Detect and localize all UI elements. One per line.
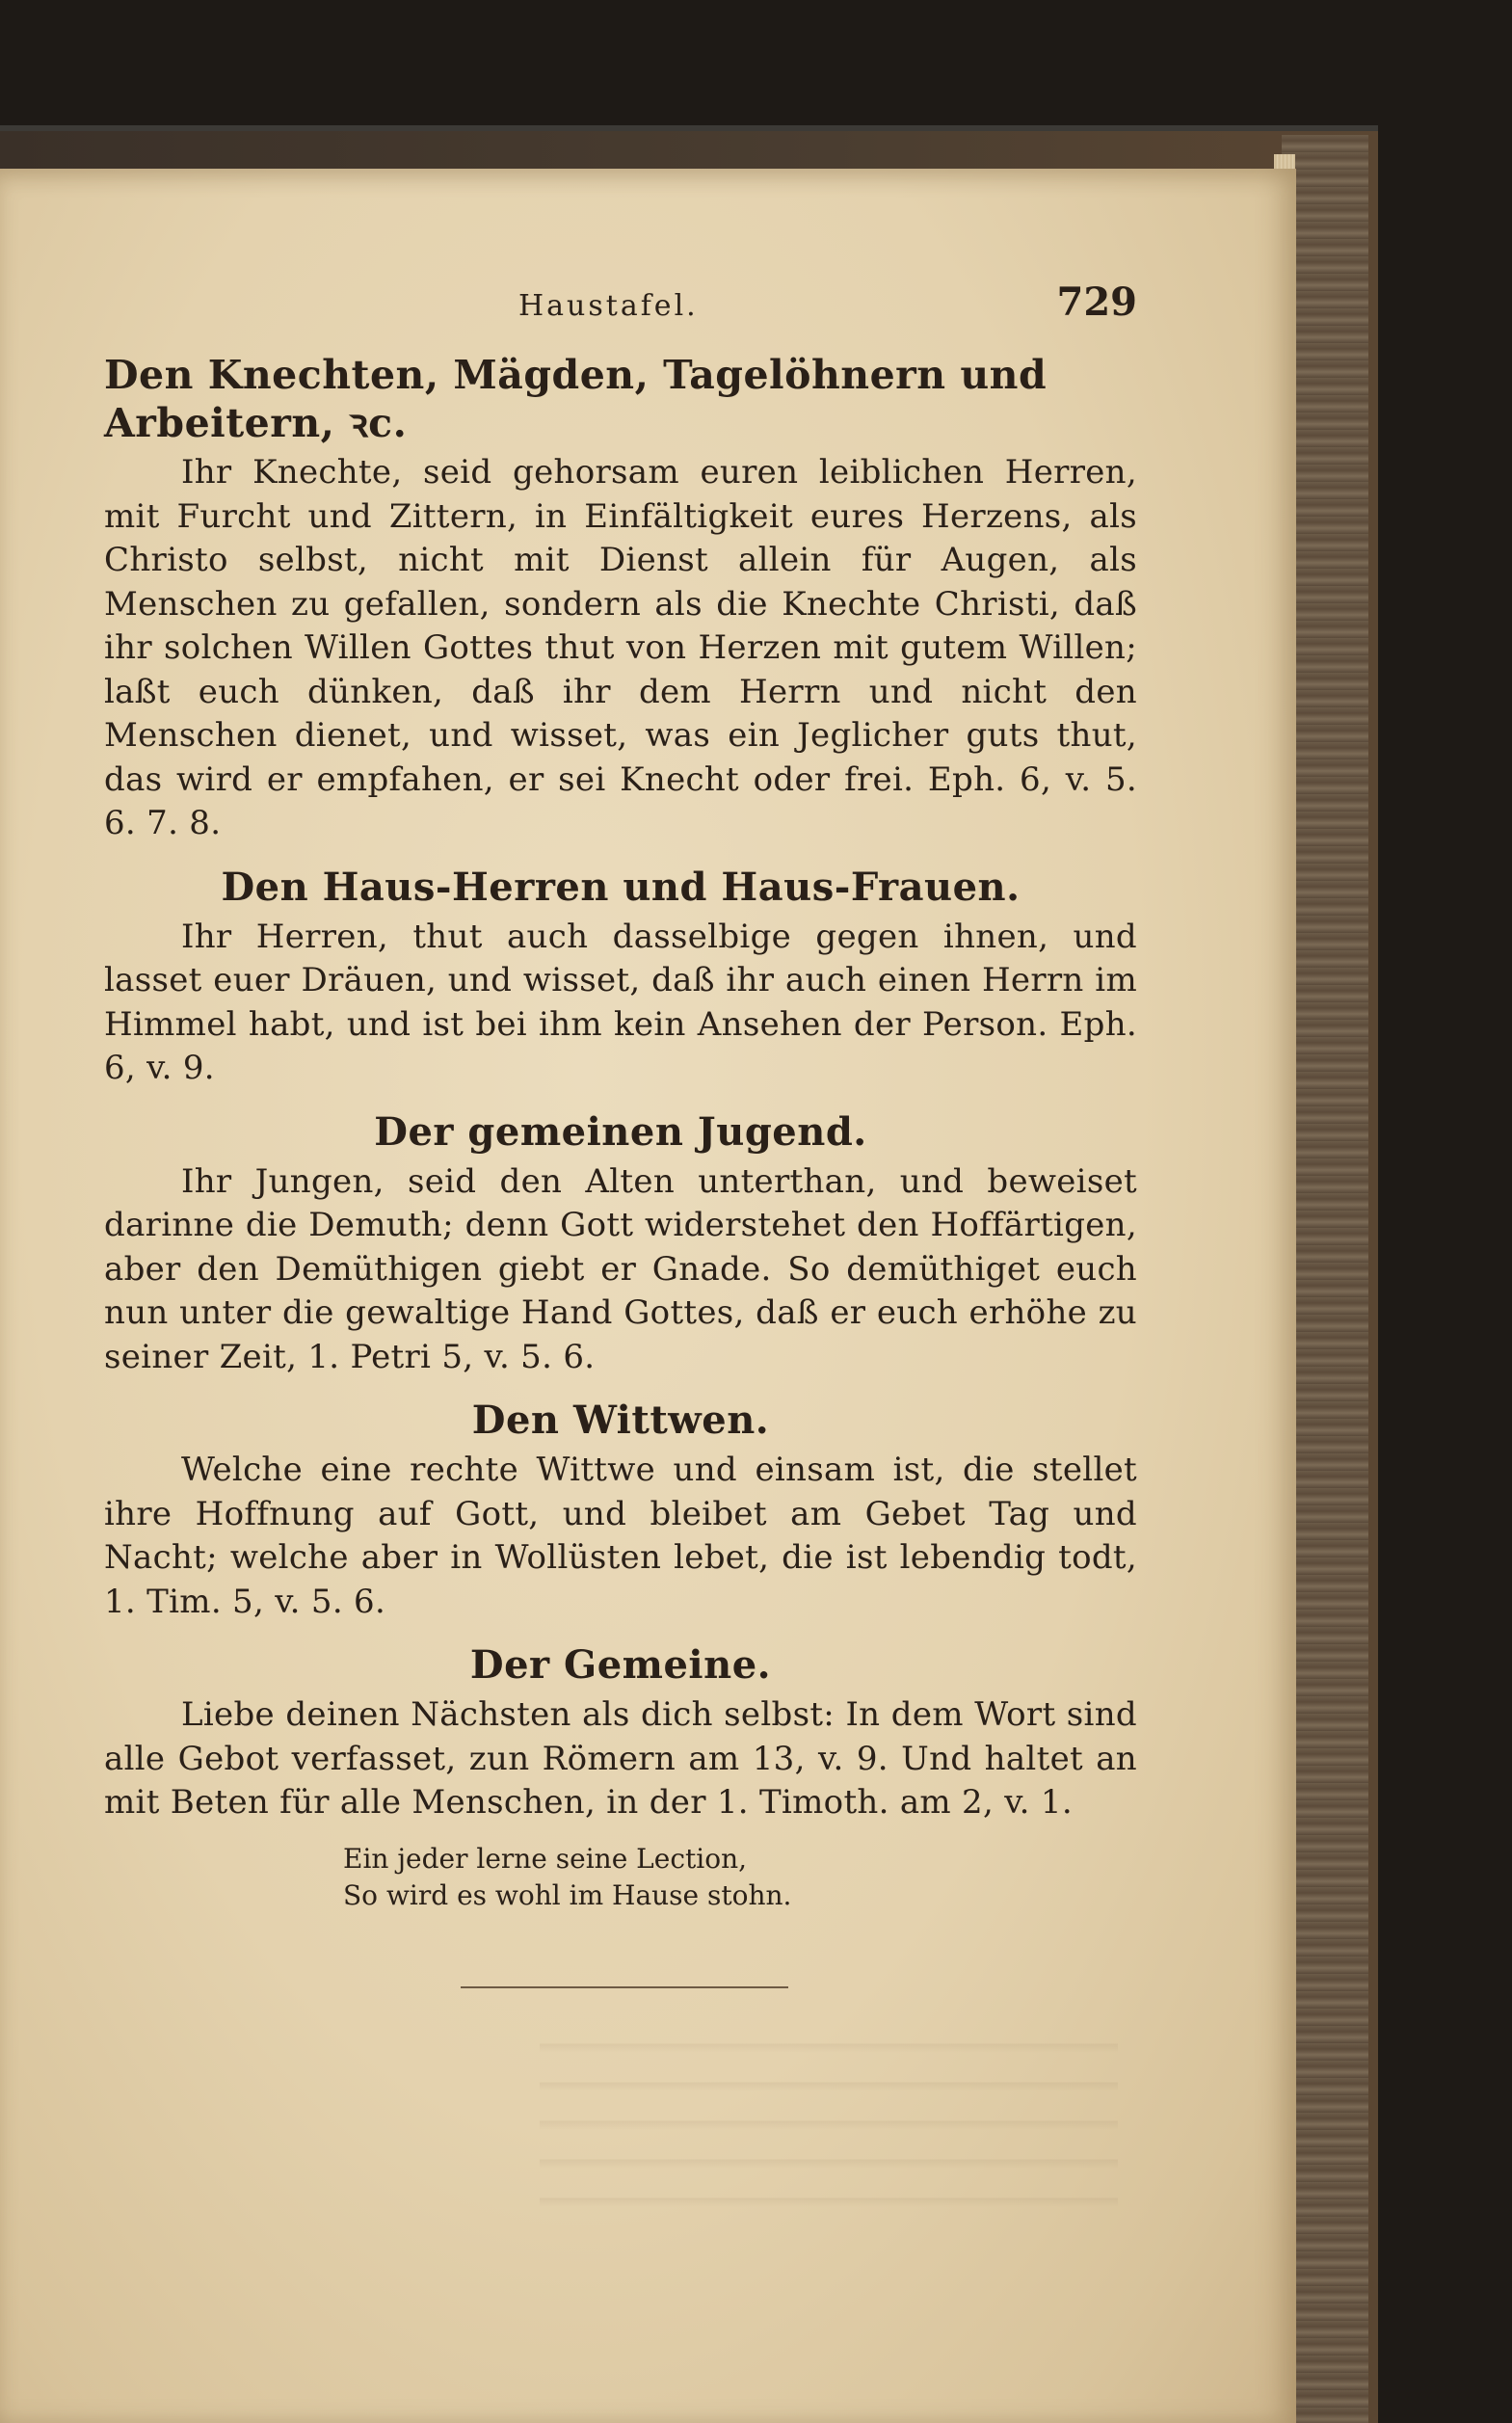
closing-verse-line-1: Ein jeder lerne seine Lection, — [343, 1842, 748, 1875]
section-body-servants: Ihr Knechte, seid gehorsam euren leiblichen Herren, mit Furcht und Zittern, in Einfältigkeit eures Herzens, als Christo selbst, nicht mit Dienst allein für Augen, als Menschen zu gefallen, sondern als die Knechte Christi, daß ihr solchen Willen Gottes thut von Herzen mit gutem Willen; laßt euch dünken, daß ihr dem Herrn und nicht den Menschen dienet, und wisset, was ein Jeglicher guts thut, das wird er empfahen, er sei Knecht oder frei. Eph. 6, v. 5. 6. 7. 8. — [104, 453, 1137, 842]
running-head — [104, 280, 1137, 337]
closing-verse — [343, 1841, 1137, 1914]
running-title: Haustafel. — [518, 289, 699, 323]
page-text — [104, 280, 1137, 1914]
section-heading-servants: Den Knechten, Mägden, Tagelöhnern und Arbeitern, ꝛc. — [104, 352, 1048, 446]
closing-verse-line-2: So wird es wohl im Hause stohn. — [343, 1878, 792, 1911]
show-through — [540, 2014, 1118, 2226]
section-heading-youth: Der gemeinen Jugend. — [374, 1108, 867, 1155]
section-body-masters: Ihr Herren, thut auch dasselbige gegen ihnen, und lasset euer Dräuen, und wisset, daß ihr auch einen Herrn im Himmel habt, und ist bei ihm kein Ansehen der Person. Eph. 6, v. 9. — [104, 917, 1137, 1087]
end-rule — [461, 1986, 788, 1988]
section-body-congregation: Liebe deinen Nächsten als dich selbst: In dem Wort sind alle Gebot verfasset, zun Römern am 13, v. 9. Und haltet an mit Beten für alle Menschen, in der 1. Timoth. am 2, v. 1. — [104, 1695, 1137, 1822]
section-body-youth: Ihr Jungen, seid den Alten unterthan, und beweiset darinne die Demuth; denn Gott widerstehet den Hoffärtigen, aber den Demüthigen giebt er Gnade. So demüthiget euch nun unter die gewaltige Hand Gottes, daß er euch erhöhe zu seiner Zeit, 1. Petri 5, v. 5. 6. — [104, 1161, 1137, 1376]
section-heading-masters: Den Haus-Herren und Haus-Frauen. — [221, 864, 1021, 910]
section-body-widows: Welche eine rechte Wittwe und einsam ist, die stellet ihre Hoffnung auf Gott, und bleibet am Gebet Tag und Nacht; welche aber in Wollüsten lebet, die ist lebendig todt, 1. Tim. 5, v. 5. 6. — [104, 1451, 1137, 1621]
section-heading-widows: Den Wittwen. — [471, 1398, 770, 1443]
page-number: 729 — [1056, 280, 1137, 325]
section-heading-congregation: Der Gemeine. — [469, 1642, 772, 1688]
